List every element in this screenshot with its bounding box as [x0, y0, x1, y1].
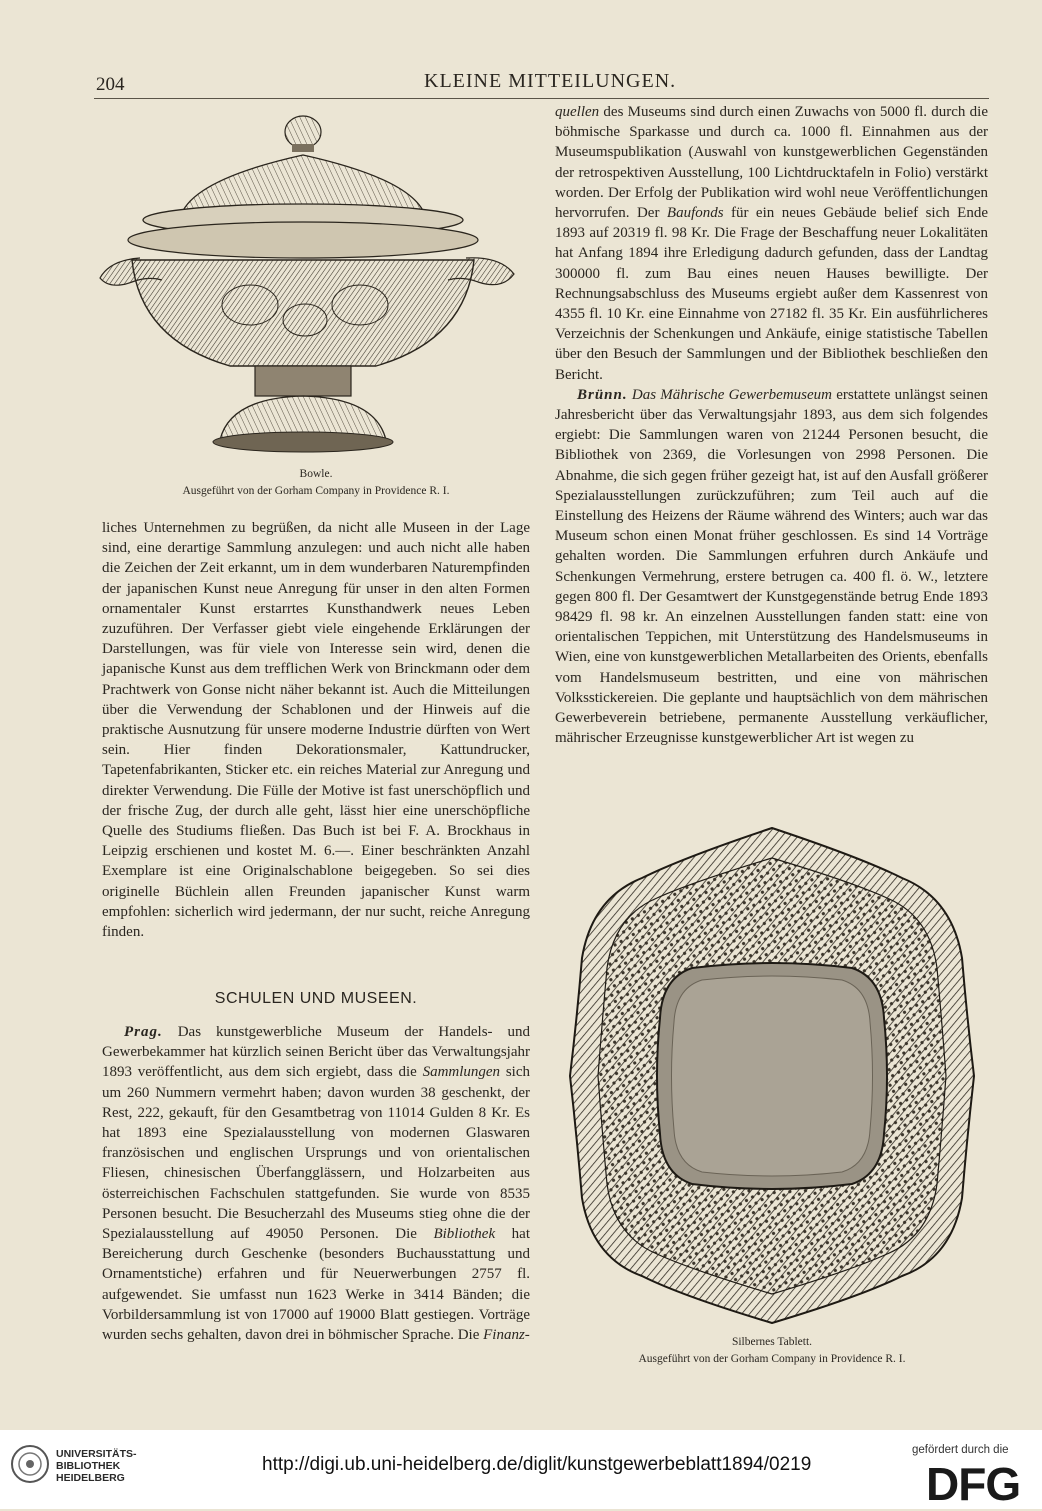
section-heading: SCHULEN UND MUSEEN. [214, 990, 418, 1007]
paragraph-prag [102, 1022, 530, 1345]
emph-quellen: quellen [555, 104, 600, 120]
bowl-illustration [70, 110, 540, 460]
paragraph-prag-continued [555, 102, 988, 385]
prag-emph-finanz: Finanz- [483, 1327, 530, 1344]
paragraph-japanese-art: liches Unternehmen zu begrüßen, da nicht alle Museen in der Lage sind, eine derartige Sammlung anzulegen: und auch nicht alle haben die Zeichen der Zeit erkannt, um in dem wunderbaren Naturempfinden der japanischen Kunst neue Anregung für unser in den alten Formen ornamentaler Kunst erstarrtes Kunsthandwerk neues Leben zuzuführen. Der Verfasser giebt viele eingehende Erklärungen der Darstellungen, was für viele von Interesse sein wird, denen die japanische Kunst aus dem trefflichen Werk von Brinckmann oder dem Prachtwerk von Gonse nicht näher bekannt ist. Auch die Mitteilungen über die Verwendung der Schablonen und der Hinweis auf die praktische Ausnutzung für unsere moderne Industrie dürften von Wert sein. Hier finden Dekorationsmaler, Kattundrucker, Tapetenfabrikanten, Sticker etc. ein reiches Material zur Anregung und direkter Verwendung. Die Fülle der Motive ist fast unerschöpflich und der frische Zug, der durch alle geht, lässt hier eine unerschöpfliche Quelle des Studiums fließen. Das Buch ist bei F. A. Brockhaus in Leipzig erschienen und kostet M. 6.—. Einer beschränkten Anzahl Exemplare ist eine Originalschablone beigegeben. So sei dies originelle Büchlein allen Freunden japanischer Kunst warm empfohlen: sicherlich wird jedermann, der nur sucht, reiche Anregung finden. [102, 520, 530, 941]
prag-emph-bibliothek: Bibliothek [433, 1226, 496, 1243]
tray-caption [562, 1334, 982, 1368]
prag-text-3: hat Bereicherung durch Geschenke (besonders Buchausstattung und Ornamentstiche) erfahren und für Neuerwerbungen 2757 fl. aufgewendet. Sie umfasst nun 1623 Werke in 3414 Bänden; die Vorbildersammlung ist von 17000 auf 19000 Blatt gestiegen. Vorträge wurden sechs gehalten, davon drei in böhmischer Sprache. Die [102, 1226, 531, 1344]
university-seal-icon [10, 1444, 50, 1484]
library-name [56, 1448, 137, 1484]
prag-emph-sammlungen: Sammlungen [422, 1064, 501, 1081]
right-text-3: erstattete unlängst seinen Jahresbericht über das Verwaltungsjahr 1893, aus dem sich folgendes ergiebt: Die Sammlungen waren von 21244 Personen besucht, die Bibliothek von 2369, die Vorlesungen von 2998 Personen. Die Abnahme, die sich gegen früher gezeigt hat, ist auf den Ausfall größerer Spezialausstellungen zurückzuführen; zum Teil auch auf die Einstellung des Heizens der Räume während des Winters; auch war das Museum schon einen Monat früher geschlossen. Es sind 14 Vorträge gehalten worden. Die Sammlungen erfuhren durch Ankäufe und Schenkungen Vermehrung, erstere betrugen ca. 400 fl. ö. W., letztere gegen 800 fl. Der Gesamtwert der Kunstgegenstände betrug Ende 1893 98429 fl. 98 kr. An einzelnen Ausstellungen fanden statt: eine von orientalischen Teppichen, mit Unterstützung des Handelsmuseums in Wien, eine von kunstgewerblichen Metallarbeiten des Orients, ebenfalls vom Handelsmuseum bestritten, und eine von mährischen Volksstickereien. Die geplante und hauptsächlich von dem mährischen Gewerbeverein betriebene, permanente Ausstellung verkäuflicher, mährischer Erzeugnisse kunstgewerblicher Art ist wegen zu [555, 386, 988, 747]
bowl-caption-title: Bowle. [299, 468, 333, 480]
page-number: 204 [96, 74, 125, 95]
left-column-upper [102, 518, 530, 942]
city-bruenn: Brünn. [577, 386, 628, 403]
funding-note: gefördert durch die [912, 1444, 1009, 1456]
library-line-2: BIBLIOTHEK [56, 1460, 121, 1472]
emph-baufonds: Baufonds [666, 205, 724, 222]
header-rule [94, 98, 989, 99]
dfg-logo: DFG [926, 1458, 1021, 1510]
emph-gewerbemuseum: Das Mährische Gewerbemuseum [627, 386, 832, 403]
tray-caption-credit: Ausgeführt von der Gorham Company in Providence R. I. [638, 1353, 906, 1365]
left-column-lower [102, 1022, 530, 1345]
city-prag: Prag. [124, 1024, 163, 1040]
running-title: KLEINE MITTEILUNGEN. [424, 70, 677, 92]
library-line-3: HEIDELBERG [56, 1472, 125, 1484]
bowl-caption [102, 466, 530, 500]
prag-text-1: Das kunstgewerbliche Museum der Handels- und Gewerbekammer hat kürzlich seinen Bericht über das Verwaltungsjahr 1893 veröffentlicht, aus dem sich ergiebt, dass die [102, 1024, 530, 1081]
tray-illustration [562, 818, 982, 1333]
right-column [555, 102, 988, 749]
prag-text-2: sich um 260 Nummern vermehrt haben; davon wurden 38 geschenkt, der Rest, 222, gekauft, für den Gesamtbetrag von 11014 Gulden 8 Kr. Es hat 1893 eine Spezialausstellung von modernen Glaswaren französischen und englischen Ursprungs und von orientalischen Fliesen, chinesischen Überfangglässern, und Holzarbeiten aus österreichischen Fachschulen stattgefunden. Sie wurde von 8535 Personen besucht. Die Besucherzahl des Museums stieg ohne die der Spezialausstellung auf 49050 Personen. Die [102, 1064, 530, 1243]
source-url-link[interactable]: http://digi.ub.uni-heidelberg.de/diglit/kunstgewerbeblatt1894/0219 [262, 1454, 812, 1475]
library-line-1: UNIVERSITÄTS- [56, 1448, 137, 1460]
right-text-2: für ein neues Gebäude belief sich Ende 1893 auf 20319 fl. 98 Kr. Die Frage der Beschaffung neuer Lokalitäten hat Anfang 1894 ihre Erledigung dadurch gefunden, dass der Landtag 300000 fl. zum Bau eines neuen Hauses bewilligte. Der Rechnungsabschluss des Museums ergiebt außer dem Kassenrest von 4355 fl. 10 Kr. eine Einnahme von 27182 fl. 35 Kr. Ein ausführlicheres Verzeichnis der Schenkungen und Ankäufe, einige statistische Tabellen über den Besuch der Sammlungen und der Bibliothek beschließen den Bericht. [555, 205, 989, 383]
paragraph-bruenn [555, 385, 988, 749]
bowl-caption-credit: Ausgeführt von der Gorham Company in Providence R. I. [182, 485, 450, 497]
tray-caption-title: Silbernes Tablett. [731, 1336, 813, 1348]
right-text-1: des Museums sind durch einen Zuwachs von 5000 fl. durch die böhmische Sparkasse und durch ca. 1000 fl. Einnahmen aus der Museumspublikation (Auswahl von kunstgewerblichen Gegenständen der retrospektiven Ausstellung, 100 Lichtdrucktafeln in Folio) verstärkt worden. Der Erfolg der Publikation wird wohl neue Veröffentlichungen hervorrufen. Der [555, 104, 988, 222]
